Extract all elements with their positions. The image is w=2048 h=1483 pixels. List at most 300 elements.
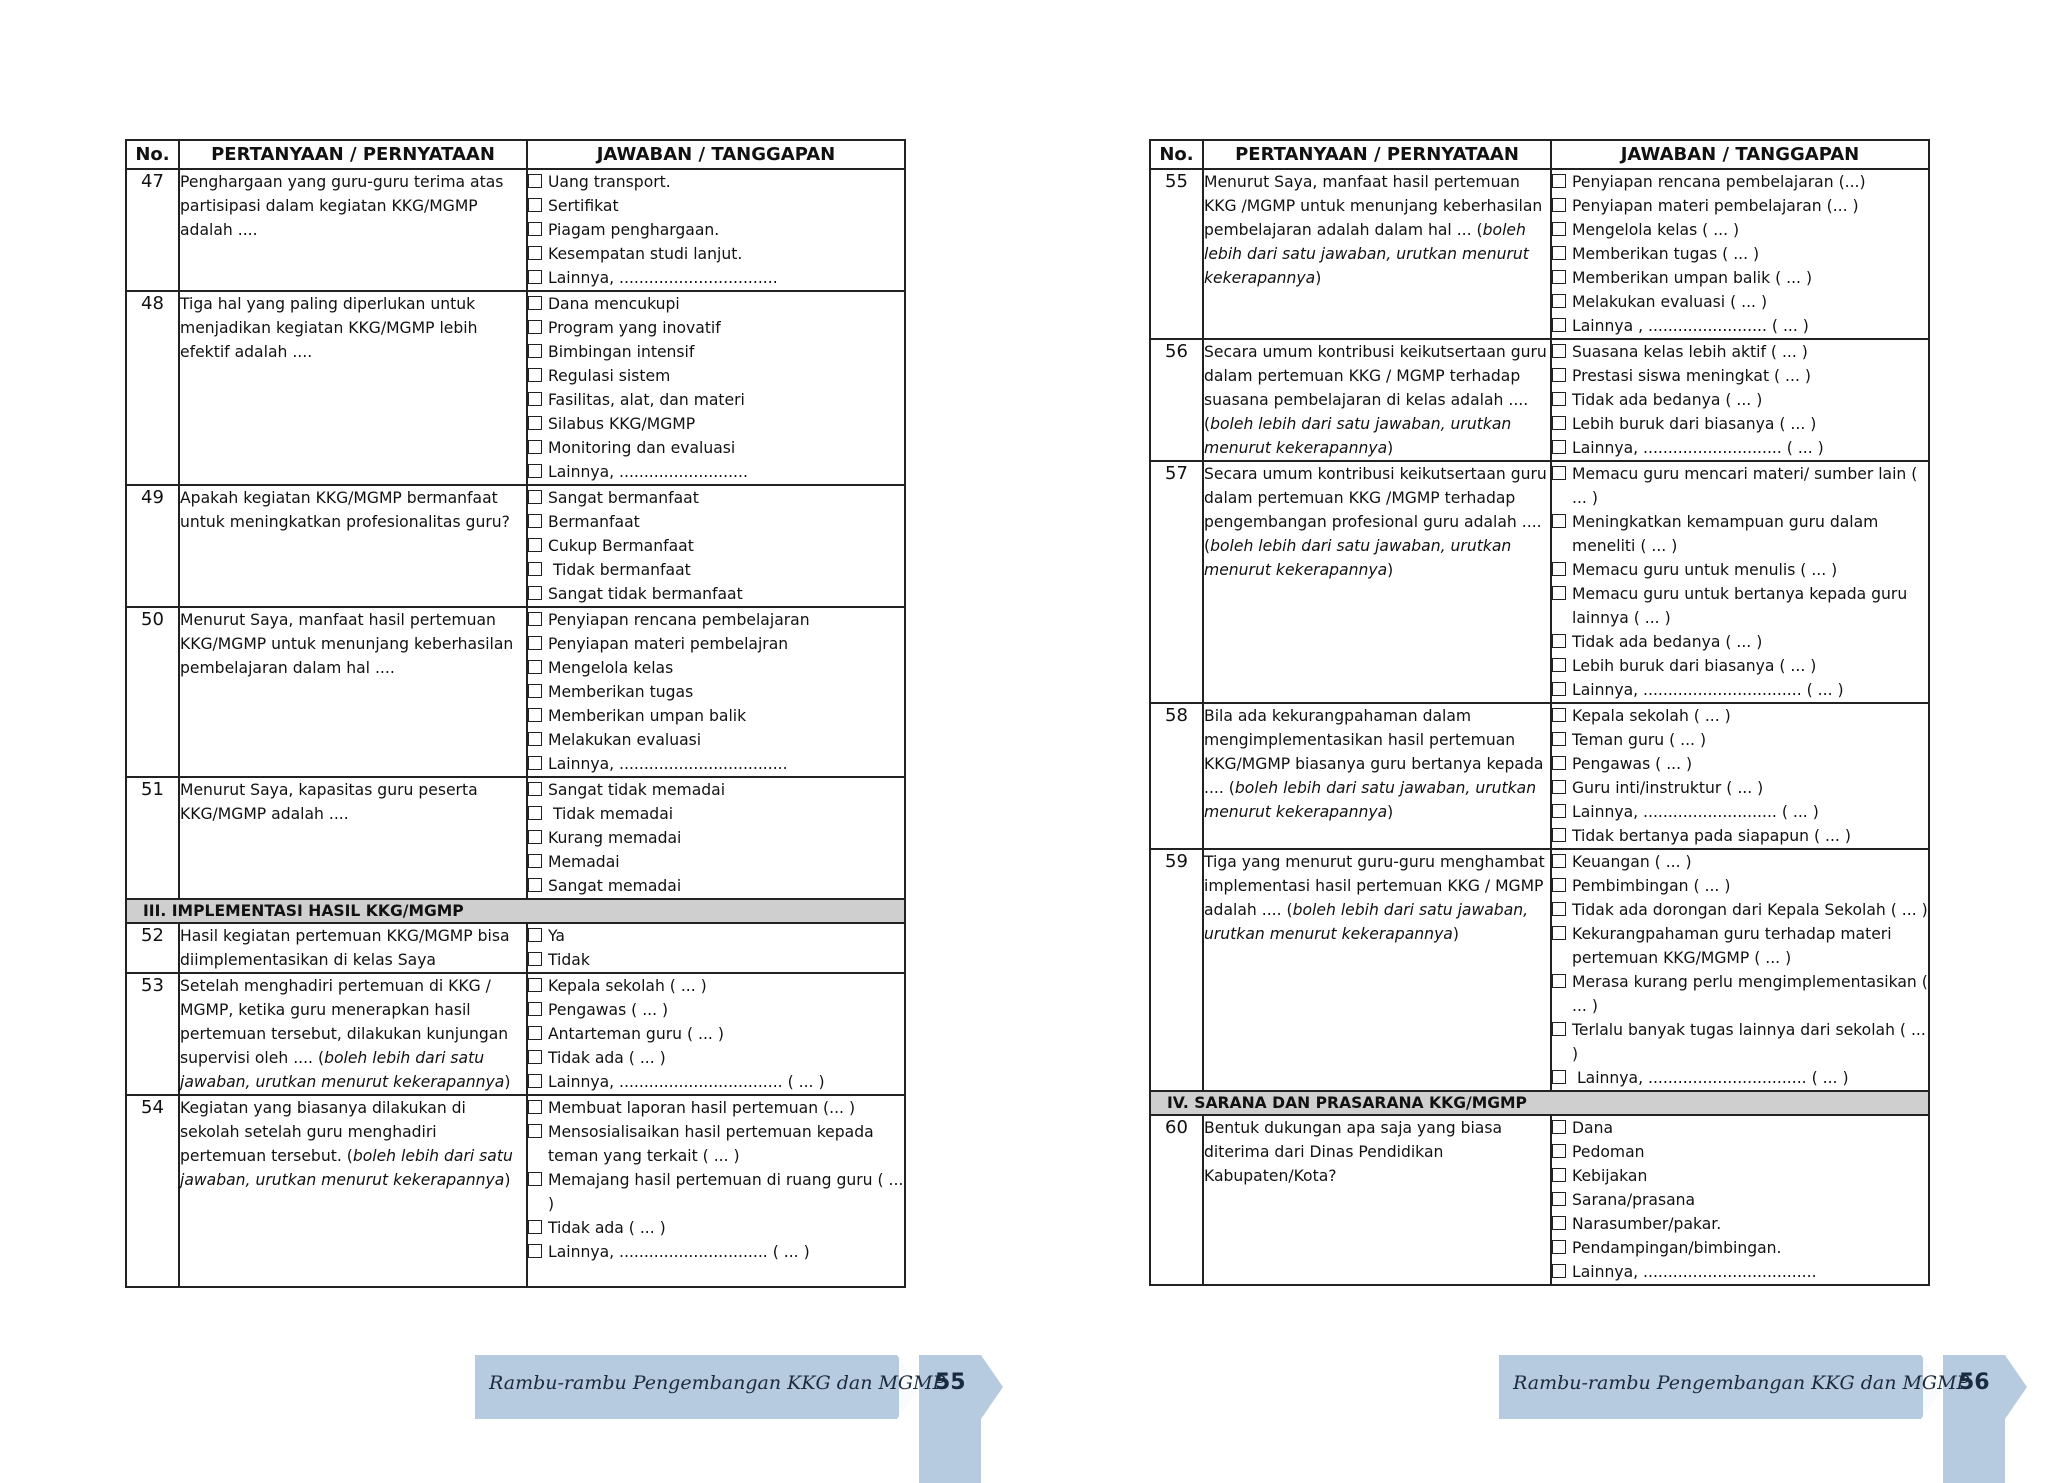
answer-option[interactable]: [1552, 1236, 1928, 1260]
answer-option-label: Prestasi siswa meningkat ( ... ): [1572, 367, 1811, 385]
question-number: 53: [126, 973, 179, 1095]
checkbox-icon[interactable]: [528, 756, 542, 770]
answer-option[interactable]: [1552, 752, 1928, 776]
answer-option-label: Kepala sekolah ( ... ): [1572, 707, 1731, 725]
answer-option-label: Tidak memadai: [548, 805, 674, 823]
answer-option-label: Teman guru ( ... ): [1572, 731, 1707, 749]
answer-option[interactable]: [528, 364, 904, 388]
checkbox-icon[interactable]: [1552, 586, 1566, 600]
answer-option[interactable]: [1552, 1212, 1928, 1236]
page-footer: [475, 1355, 995, 1419]
checkbox-icon[interactable]: [528, 684, 542, 698]
answer-option[interactable]: [1552, 800, 1928, 824]
answer-option[interactable]: [1552, 1116, 1928, 1140]
header-question: PERTANYAAN / PERNYATAAN: [1203, 140, 1551, 169]
answer-option[interactable]: [528, 558, 904, 582]
answer-option[interactable]: [1552, 170, 1928, 194]
answer-option[interactable]: [1552, 242, 1928, 266]
answer-option[interactable]: [528, 1096, 904, 1120]
answer-option-label: Memberikan umpan balik ( ... ): [1572, 269, 1813, 287]
checkbox-icon[interactable]: [528, 1026, 542, 1040]
question-text-main: Penghargaan yang guru-guru terima atas partisipasi dalam kegiatan KKG/MGMP adalah ....: [180, 173, 504, 239]
checkbox-icon[interactable]: [1552, 708, 1566, 722]
checkbox-icon[interactable]: [1552, 854, 1566, 868]
answer-option[interactable]: [528, 1070, 904, 1094]
answer-option-label: Dana: [1572, 1119, 1614, 1137]
checkbox-icon[interactable]: [528, 1172, 542, 1186]
answer-option[interactable]: [1552, 630, 1928, 654]
answer-option[interactable]: [528, 802, 904, 826]
questionnaire-table-left: [125, 139, 906, 1288]
checkbox-icon[interactable]: [528, 586, 542, 600]
question-row: [1150, 849, 1929, 1091]
checkbox-icon[interactable]: [1552, 466, 1566, 480]
answer-option-label: Monitoring dan evaluasi: [548, 439, 736, 457]
checkbox-icon[interactable]: [1552, 902, 1566, 916]
checkbox-icon[interactable]: [1552, 926, 1566, 940]
checkbox-icon[interactable]: [528, 296, 542, 310]
checkbox-icon[interactable]: [1552, 392, 1566, 406]
question-row: [126, 485, 905, 607]
answer-option[interactable]: [528, 292, 904, 316]
checkbox-icon[interactable]: [1552, 1144, 1566, 1158]
checkbox-icon[interactable]: [528, 1074, 542, 1088]
answer-option[interactable]: [1552, 218, 1928, 242]
answer-option-label: Dana mencukupi: [548, 295, 680, 313]
answer-options: [527, 777, 905, 899]
checkbox-icon[interactable]: [1552, 974, 1566, 988]
page-55: [0, 0, 1024, 1448]
answer-option-label: Tidak ada dorongan dari Kepala Sekolah ( ... ): [1572, 901, 1928, 919]
checkbox-icon[interactable]: [1552, 1168, 1566, 1182]
question-text-main: Menurut Saya, manfaat hasil pertemuan KKG/MGMP untuk menunjang keberhasilan pembelajaran dalam hal ....: [180, 611, 514, 677]
checkbox-icon[interactable]: [528, 806, 542, 820]
checkbox-icon[interactable]: [1552, 344, 1566, 358]
checkbox-icon[interactable]: [1552, 878, 1566, 892]
checkbox-icon[interactable]: [1552, 1022, 1566, 1036]
question-text: [179, 1095, 527, 1287]
answer-option-label: Kekurangpahaman guru terhadap materi pertemuan KKG/MGMP ( ... ): [1572, 925, 1892, 967]
answer-options: [527, 607, 905, 777]
footer-page-chevron-tip: [981, 1355, 1003, 1419]
checkbox-icon[interactable]: [528, 270, 542, 284]
answer-option-label: Uang transport.: [548, 173, 671, 191]
checkbox-icon[interactable]: [528, 854, 542, 868]
answer-option[interactable]: [1552, 314, 1928, 338]
checkbox-icon[interactable]: [528, 1002, 542, 1016]
answer-option-label: Tidak: [548, 951, 590, 969]
answer-option-label: Tidak ada ( ... ): [548, 1219, 666, 1237]
question-text-close: ): [1387, 439, 1394, 457]
checkbox-icon[interactable]: [528, 416, 542, 430]
answer-option-label: Lainnya, ................................ ( ... ): [1572, 681, 1844, 699]
answer-options: [527, 169, 905, 291]
checkbox-icon[interactable]: [1552, 658, 1566, 672]
question-text-main: Tiga yang menurut guru-guru menghambat implementasi hasil pertemuan KKG / MGMP adalah .... (: [1204, 853, 1545, 919]
section-row: [1150, 1091, 1929, 1115]
checkbox-icon[interactable]: [1552, 368, 1566, 382]
answer-option-label: Tidak bermanfaat: [548, 561, 691, 579]
answer-option[interactable]: [528, 752, 904, 776]
answer-option[interactable]: [528, 998, 904, 1022]
answer-option[interactable]: [528, 582, 904, 606]
checkbox-icon[interactable]: [528, 782, 542, 796]
checkbox-icon[interactable]: [1552, 756, 1566, 770]
question-text: [179, 923, 527, 973]
question-text-main: Menurut Saya, kapasitas guru peserta KKG/MGMP adalah ....: [180, 781, 478, 823]
answer-options: [1551, 703, 1929, 849]
answer-option[interactable]: [1552, 558, 1928, 582]
answer-option[interactable]: [1552, 1140, 1928, 1164]
checkbox-icon[interactable]: [1552, 732, 1566, 746]
checkbox-icon[interactable]: [528, 198, 542, 212]
answer-option[interactable]: [1552, 1164, 1928, 1188]
answer-option-label: Silabus KKG/MGMP: [548, 415, 696, 433]
answer-option[interactable]: [1552, 266, 1928, 290]
checkbox-icon[interactable]: [1552, 804, 1566, 818]
answer-option[interactable]: [528, 728, 904, 752]
question-text: [179, 777, 527, 899]
checkbox-icon[interactable]: [1552, 562, 1566, 576]
answer-option-label: Kesempatan studi lanjut.: [548, 245, 743, 263]
question-text-instruction: boleh lebih dari satu jawaban, urutkan menurut kekerapannya: [1204, 537, 1512, 579]
answer-option-label: Piagam penghargaan.: [548, 221, 720, 239]
question-number: 58: [1150, 703, 1203, 849]
answer-option[interactable]: [1552, 898, 1928, 922]
checkbox-icon[interactable]: [1552, 416, 1566, 430]
checkbox-icon[interactable]: [1552, 440, 1566, 454]
checkbox-icon[interactable]: [528, 1124, 542, 1138]
question-text-instruction: boleh lebih dari satu jawaban, urutkan menurut kekerapannya: [1204, 901, 1529, 943]
answer-option-label: Meningkatkan kemampuan guru dalam meneliti ( ... ): [1572, 513, 1879, 555]
question-text: [1203, 703, 1551, 849]
checkbox-icon[interactable]: [528, 878, 542, 892]
answer-option-label: Penyiapan materi pembelajaran (... ): [1572, 197, 1859, 215]
question-number: 54: [126, 1095, 179, 1287]
answer-option[interactable]: [1552, 970, 1928, 1018]
answer-option[interactable]: [528, 874, 904, 898]
answer-option-label: Memacu guru untuk bertanya kepada guru lainnya ( ... ): [1572, 585, 1908, 627]
checkbox-icon[interactable]: [528, 440, 542, 454]
answer-option-label: Sangat bermanfaat: [548, 489, 699, 507]
answer-option-label: Lainnya, .............................. ( ... ): [548, 1243, 810, 1261]
answer-option[interactable]: [528, 1168, 904, 1216]
answer-option[interactable]: [528, 460, 904, 484]
table-header-row: [126, 140, 905, 169]
answer-option[interactable]: [528, 1240, 904, 1264]
question-number: 57: [1150, 461, 1203, 703]
answer-option[interactable]: [1552, 582, 1928, 630]
answer-option[interactable]: [528, 1022, 904, 1046]
checkbox-icon[interactable]: [528, 636, 542, 650]
answer-option-label: Sangat memadai: [548, 877, 682, 895]
checkbox-icon[interactable]: [528, 1050, 542, 1064]
answer-option-label: Penyiapan rencana pembelajaran: [548, 611, 810, 629]
question-row: [1150, 703, 1929, 849]
checkbox-icon[interactable]: [528, 562, 542, 576]
checkbox-icon[interactable]: [1552, 1216, 1566, 1230]
answer-option-label: Sangat tidak bermanfaat: [548, 585, 743, 603]
section-heading: III. IMPLEMENTASI HASIL KKG/MGMP: [126, 899, 905, 923]
checkbox-icon[interactable]: [528, 952, 542, 966]
answer-option-label: Sarana/prasana: [1572, 1191, 1696, 1209]
checkbox-icon[interactable]: [1552, 780, 1566, 794]
checkbox-icon[interactable]: [1552, 682, 1566, 696]
answer-option[interactable]: [528, 632, 904, 656]
question-number: 60: [1150, 1115, 1203, 1285]
checkbox-icon[interactable]: [1552, 198, 1566, 212]
answer-option-label: Lebih buruk dari biasanya ( ... ): [1572, 657, 1817, 675]
answer-option[interactable]: [528, 218, 904, 242]
page-number: 56: [1959, 1370, 1990, 1395]
question-text-main: Bentuk dukungan apa saja yang biasa diterima dari Dinas Pendidikan Kabupaten/Kota?: [1204, 1119, 1503, 1185]
question-number: 52: [126, 923, 179, 973]
question-text-main: Bila ada kekurangpahaman dalam mengimplementasikan hasil pertemuan KKG/MGMP biasanya guru bertanya kepada .... (: [1204, 707, 1544, 797]
answer-option[interactable]: [1552, 922, 1928, 970]
question-text: [179, 169, 527, 291]
question-row: [1150, 339, 1929, 461]
question-row: [1150, 1115, 1929, 1285]
question-text-close: ): [1387, 803, 1394, 821]
answer-option-label: Lainnya , ........................ ( ... ): [1572, 317, 1809, 335]
answer-option-label: Pedoman: [1572, 1143, 1645, 1161]
answer-option[interactable]: [528, 1046, 904, 1070]
answer-option[interactable]: [528, 170, 904, 194]
checkbox-icon[interactable]: [528, 538, 542, 552]
checkbox-icon[interactable]: [528, 514, 542, 528]
answer-option[interactable]: [528, 850, 904, 874]
answer-option[interactable]: [1552, 462, 1928, 510]
question-text-main: Kegiatan yang biasanya dilakukan di sekolah setelah guru menghadiri pertemuan tersebut. (: [180, 1099, 466, 1165]
answer-option[interactable]: [528, 340, 904, 364]
question-row: [126, 607, 905, 777]
answer-option-label: Bimbingan intensif: [548, 343, 695, 361]
checkbox-icon[interactable]: [528, 392, 542, 406]
question-text-instruction: boleh lebih dari satu jawaban, urutkan menurut kekerapannya: [1204, 415, 1512, 457]
answer-option[interactable]: [528, 412, 904, 436]
answer-option[interactable]: [1552, 290, 1928, 314]
question-text: [1203, 849, 1551, 1091]
answer-option[interactable]: [1552, 678, 1928, 702]
question-row: [126, 291, 905, 485]
answer-option-label: Memadai: [548, 853, 620, 871]
checkbox-icon[interactable]: [528, 368, 542, 382]
answer-options: [1551, 169, 1929, 339]
checkbox-icon[interactable]: [528, 344, 542, 358]
answer-option[interactable]: [528, 974, 904, 998]
answer-option-label: Bermanfaat: [548, 513, 640, 531]
question-number: 48: [126, 291, 179, 485]
answer-option-label: Lainnya, ................................: [548, 269, 778, 287]
answer-option-label: Antarteman guru ( ... ): [548, 1025, 724, 1043]
question-row: [126, 923, 905, 973]
checkbox-icon[interactable]: [528, 246, 542, 260]
checkbox-icon[interactable]: [528, 490, 542, 504]
answer-option-label: Fasilitas, alat, dan materi: [548, 391, 745, 409]
checkbox-icon[interactable]: [1552, 318, 1566, 332]
question-number: 55: [1150, 169, 1203, 339]
checkbox-icon[interactable]: [528, 928, 542, 942]
question-row: [1150, 461, 1929, 703]
question-number: 47: [126, 169, 179, 291]
footer-book-title: Rambu-rambu Pengembangan KKG dan MGMP: [489, 1372, 946, 1394]
section-heading: IV. SARANA DAN PRASARANA KKG/MGMP: [1150, 1091, 1929, 1115]
answer-option[interactable]: [1552, 412, 1928, 436]
question-text-instruction: boleh lebih dari satu jawaban, urutkan menurut kekerapannya: [180, 1049, 505, 1091]
question-number: 49: [126, 485, 179, 607]
question-text-instruction: boleh lebih dari satu jawaban, urutkan menurut kekerapannya: [180, 1147, 513, 1189]
answer-option[interactable]: [1552, 776, 1928, 800]
answer-option[interactable]: [1552, 1066, 1928, 1090]
answer-option[interactable]: [528, 436, 904, 460]
answer-option[interactable]: [528, 510, 904, 534]
answer-option[interactable]: [528, 656, 904, 680]
answer-option[interactable]: [1552, 824, 1928, 848]
checkbox-icon[interactable]: [528, 1100, 542, 1114]
answer-option-label: Memberikan tugas ( ... ): [1572, 245, 1760, 263]
question-row: [126, 973, 905, 1095]
checkbox-icon[interactable]: [528, 612, 542, 626]
question-text: [179, 973, 527, 1095]
checkbox-icon[interactable]: [1552, 1120, 1566, 1134]
checkbox-icon[interactable]: [528, 1244, 542, 1258]
answer-option[interactable]: [1552, 388, 1928, 412]
checkbox-icon[interactable]: [1552, 174, 1566, 188]
answer-option-label: Keuangan ( ... ): [1572, 853, 1692, 871]
answer-option[interactable]: [528, 608, 904, 632]
answer-option-label: Melakukan evaluasi: [548, 731, 702, 749]
answer-option-label: Mensosialisaikan hasil pertemuan kepada teman yang terkait ( ... ): [548, 1123, 874, 1165]
question-text-main: Hasil kegiatan pertemuan KKG/MGMP bisa diimplementasikan di kelas Saya: [180, 927, 510, 969]
answer-option[interactable]: [1552, 510, 1928, 558]
checkbox-icon[interactable]: [528, 660, 542, 674]
question-text-main: Menurut Saya, manfaat hasil pertemuan KKG /MGMP untuk menunjang keberhasilan pembelajaran adalah dalam hal ... (: [1204, 173, 1543, 239]
answer-option-label: Kebijakan: [1572, 1167, 1648, 1185]
answer-option-label: Pengawas ( ... ): [548, 1001, 669, 1019]
answer-option[interactable]: [528, 316, 904, 340]
answer-option[interactable]: [528, 266, 904, 290]
answer-option-label: Suasana kelas lebih aktif ( ... ): [1572, 343, 1808, 361]
answer-option-label: Cukup Bermanfaat: [548, 537, 694, 555]
question-text: [1203, 461, 1551, 703]
answer-option-label: Kurang memadai: [548, 829, 682, 847]
checkbox-icon[interactable]: [1552, 1240, 1566, 1254]
answer-option-label: Lainnya, ..........................: [548, 463, 748, 481]
checkbox-icon[interactable]: [528, 978, 542, 992]
answer-options: [1551, 1115, 1929, 1285]
question-text-close: ): [504, 1073, 511, 1091]
checkbox-icon[interactable]: [1552, 246, 1566, 260]
question-text-close: ): [1315, 269, 1322, 287]
answer-option-label: Pembimbingan ( ... ): [1572, 877, 1731, 895]
answer-option[interactable]: [528, 826, 904, 850]
answer-option[interactable]: [528, 1216, 904, 1240]
question-text-main: Tiga hal yang paling diperlukan untuk menjadikan kegiatan KKG/MGMP lebih efektif adalah ....: [180, 295, 478, 361]
answer-option[interactable]: [1552, 364, 1928, 388]
checkbox-icon[interactable]: [528, 320, 542, 334]
question-text-close: ): [1387, 561, 1394, 579]
answer-option[interactable]: [528, 242, 904, 266]
answer-option[interactable]: [1552, 1188, 1928, 1212]
answer-option-label: Penyiapan materi pembelajran: [548, 635, 789, 653]
checkbox-icon[interactable]: [1552, 1264, 1566, 1278]
answer-option-label: Lainnya, ..................................: [548, 755, 788, 773]
answer-option-label: Lainnya, ............................ ( ... ): [1572, 439, 1824, 457]
answer-option[interactable]: [1552, 1260, 1928, 1284]
checkbox-icon[interactable]: [528, 732, 542, 746]
answer-option[interactable]: [1552, 340, 1928, 364]
answer-option[interactable]: [1552, 874, 1928, 898]
answer-option[interactable]: [1552, 728, 1928, 752]
answer-option[interactable]: [528, 388, 904, 412]
answer-option-label: Lainnya, ................................. ( ... ): [548, 1073, 825, 1091]
checkbox-icon[interactable]: [528, 464, 542, 478]
section-row: [126, 899, 905, 923]
answer-option[interactable]: [528, 704, 904, 728]
checkbox-icon[interactable]: [1552, 634, 1566, 648]
answer-option-label: Sangat tidak memadai: [548, 781, 726, 799]
answer-option-label: Ya: [548, 927, 565, 945]
answer-option[interactable]: [528, 778, 904, 802]
checkbox-icon[interactable]: [1552, 514, 1566, 528]
checkbox-icon[interactable]: [1552, 222, 1566, 236]
answer-option[interactable]: [528, 680, 904, 704]
answer-option[interactable]: [528, 948, 904, 972]
answer-option[interactable]: [528, 486, 904, 510]
answer-option[interactable]: [1552, 654, 1928, 678]
checkbox-icon[interactable]: [528, 1220, 542, 1234]
answer-option[interactable]: [1552, 704, 1928, 728]
answer-option[interactable]: [528, 194, 904, 218]
answer-option[interactable]: [1552, 1018, 1928, 1066]
answer-option-label: Memacu guru mencari materi/ sumber lain ( ... ): [1572, 465, 1918, 507]
question-text-instruction: boleh lebih dari satu jawaban, urutkan menurut kekerapannya: [1204, 221, 1529, 287]
question-text-close: ): [504, 1171, 511, 1189]
answer-options: [527, 973, 905, 1095]
answer-option-label: Tidak ada ( ... ): [548, 1049, 666, 1067]
question-text-main: Setelah menghadiri pertemuan di KKG / MGMP, ketika guru menerapkan hasil pertemuan tersebut, dilakukan kunjungan supervisi oleh .... (: [180, 977, 509, 1067]
answer-option[interactable]: [528, 534, 904, 558]
answer-option-label: Guru inti/instruktur ( ... ): [1572, 779, 1764, 797]
question-number: 59: [1150, 849, 1203, 1091]
answer-option-label: Mengelola kelas: [548, 659, 674, 677]
checkbox-icon[interactable]: [1552, 294, 1566, 308]
checkbox-icon[interactable]: [1552, 828, 1566, 842]
answer-option[interactable]: [528, 1120, 904, 1168]
answer-option[interactable]: [1552, 194, 1928, 218]
checkbox-icon[interactable]: [1552, 1192, 1566, 1206]
checkbox-icon[interactable]: [528, 222, 542, 236]
checkbox-icon[interactable]: [528, 174, 542, 188]
answer-option-label: Lainnya, ................................ ( ... ): [1572, 1069, 1849, 1087]
checkbox-icon[interactable]: [528, 830, 542, 844]
answer-option-label: Program yang inovatif: [548, 319, 721, 337]
answer-option-label: Lainnya, ........................... ( ... ): [1572, 803, 1819, 821]
answer-option-label: Sertifikat: [548, 197, 619, 215]
answer-option-label: Terlalu banyak tugas lainnya dari sekolah ( ... ): [1572, 1021, 1926, 1063]
question-text: [1203, 169, 1551, 339]
checkbox-icon[interactable]: [528, 708, 542, 722]
answer-option[interactable]: [528, 924, 904, 948]
answer-option[interactable]: [1552, 436, 1928, 460]
answer-option-label: Pendampingan/bimbingan.: [1572, 1239, 1782, 1257]
question-number: 56: [1150, 339, 1203, 461]
checkbox-icon[interactable]: [1552, 270, 1566, 284]
answer-option-label: Tidak bertanya pada siapapun ( ... ): [1572, 827, 1851, 845]
page-footer: [1499, 1355, 2019, 1419]
checkbox-icon[interactable]: [1552, 1070, 1566, 1084]
answer-option[interactable]: [1552, 850, 1928, 874]
